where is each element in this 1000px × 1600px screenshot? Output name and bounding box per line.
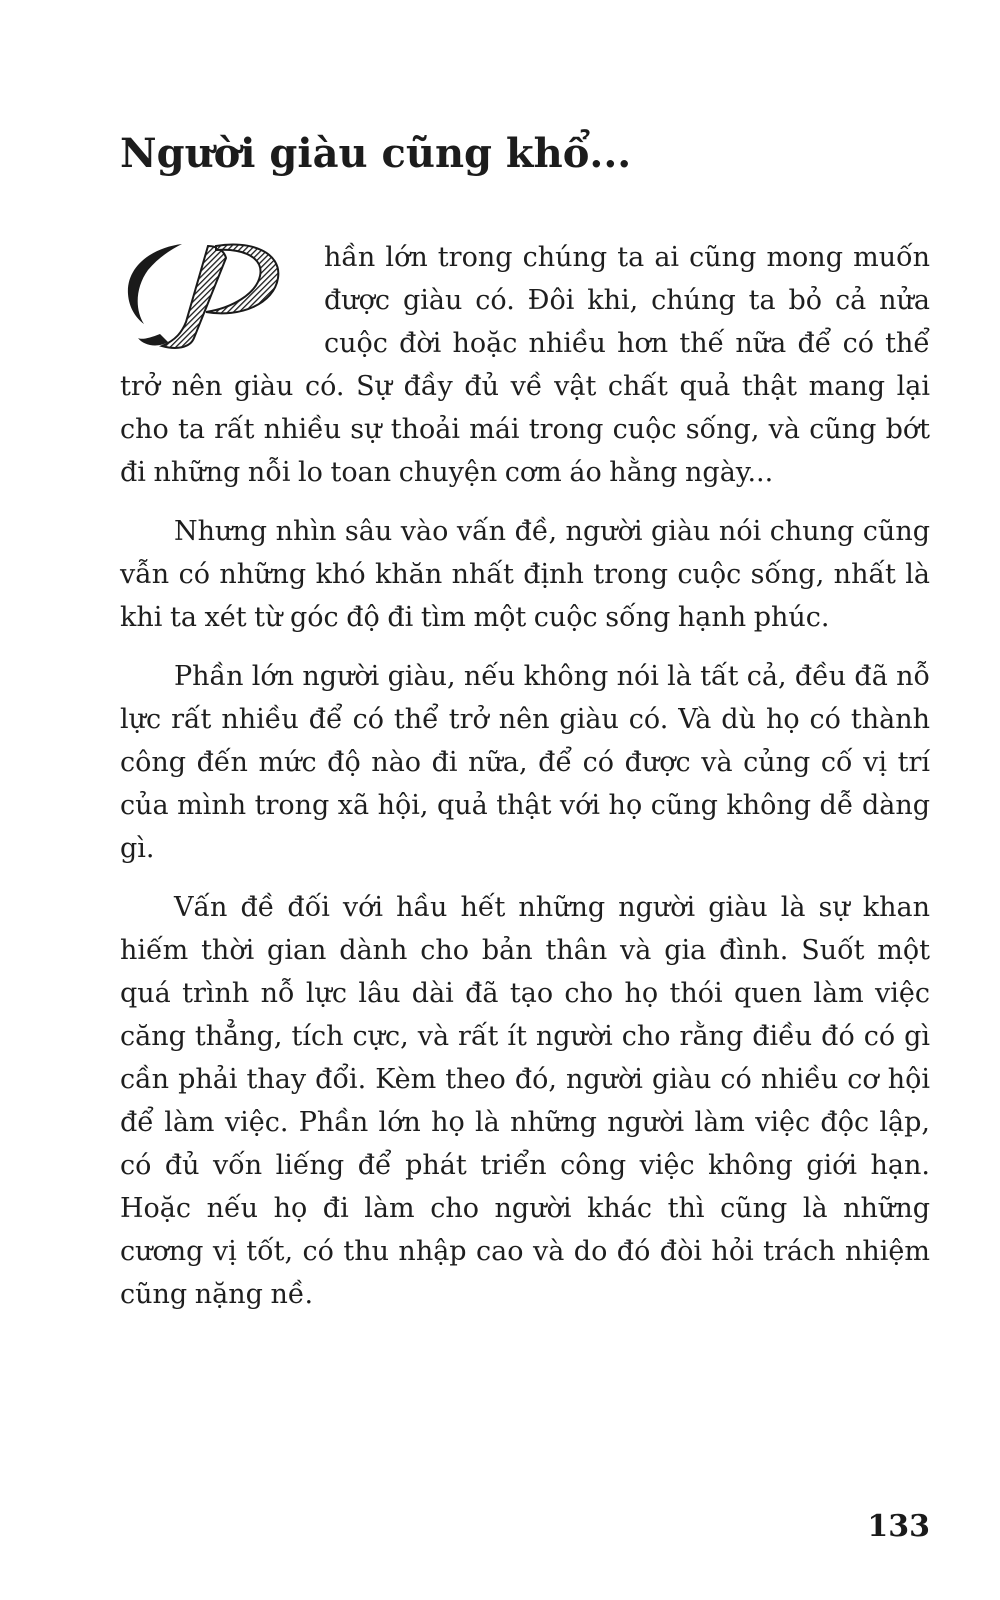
- book-page: [120, 0, 930, 1600]
- drop-cap-graphic: [120, 238, 320, 350]
- paragraph-2: Nhưng nhìn sâu vào vấn đề, người giàu nói chung cũng vẫn có những khó khăn nhất định trong cuộc sống, nhất là khi ta xét từ góc độ đi tìm một cuộc sống hạnh phúc.: [120, 516, 930, 633]
- svg-text:P: P: [120, 238, 121, 239]
- paragraph-3: Phần lớn người giàu, nếu không nói là tất cả, đều đã nỗ lực rất nhiều để có thể trở nên giàu có. Và dù họ có thành công đến mức độ nào đi nữa, để có được và củng cố vị trí của mình trong xã hội, quả thật với họ cũng không dễ dàng gì.: [120, 661, 930, 864]
- paragraph-4: Vấn đề đối với hầu hết những người giàu là sự khan hiếm thời gian dành cho bản thân và gia đình. Suốt một quá trình nỗ lực lâu dài đã tạo cho họ thói quen làm việc căng thẳng, tích cực, và rất ít người cho rằng điều đó có gì cần phải thay đổi. Kèm theo đó, người giàu có nhiều cơ hội để làm việc. Phần lớn họ là những người làm việc độc lập, có đủ vốn liếng để phát triển công việc không giới hạn. Hoặc nếu họ đi làm cho người khác thì cũng là những cương vị tốt, có thu nhập cao và do đó đòi hỏi trách nhiệm cũng nặng nề.: [120, 892, 930, 1310]
- paragraph-1: [120, 236, 930, 494]
- paragraph-1-text: hần lớn trong chúng ta ai cũng mong muốn được giàu có. Đôi khi, chúng ta bỏ cả nửa cuộc đời hoặc nhiều hơn thế nữa để có thể trở nên giàu có. Sự đầy đủ về vật chất quả thật mang lại cho ta rất nhiều sự thoải mái trong cuộc sống, và cũng bớt đi những nỗi lo toan chuyện cơm áo hằng ngày...: [120, 242, 930, 488]
- chapter-title: Người giàu cũng khổ...: [120, 130, 632, 177]
- page-number: 133: [867, 1509, 930, 1544]
- body-text: [120, 236, 930, 1332]
- drop-cap: [120, 238, 320, 350]
